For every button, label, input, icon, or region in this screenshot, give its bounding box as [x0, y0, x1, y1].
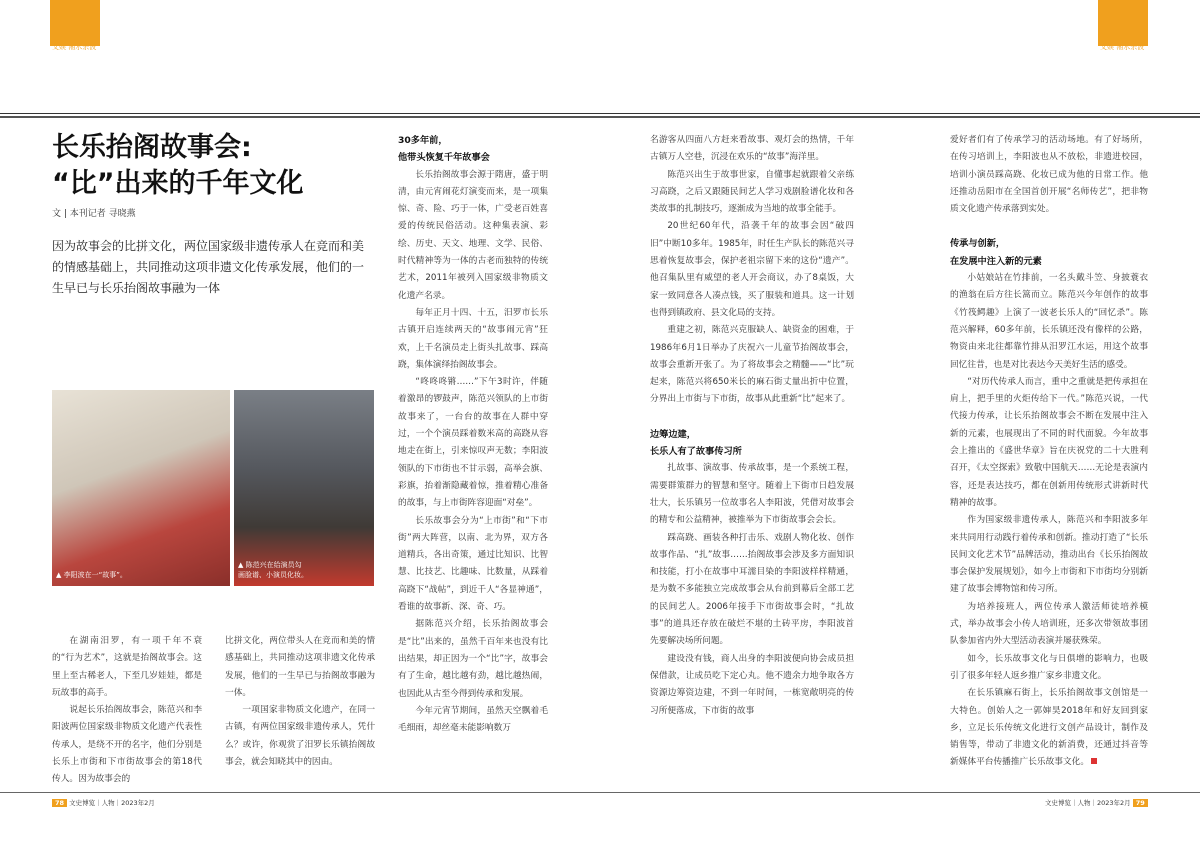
footer-right-text: 文史博览｜人物｜2023年2月	[1045, 799, 1131, 807]
section-heading-2a: 边筹边建，	[650, 428, 696, 440]
section-heading-1b: 他带头恢复千年故事会	[398, 152, 490, 164]
photo-left	[52, 390, 230, 586]
paragraph: 名游客从四面八方赶来看故事、观灯会的热情，千年古镇万人空巷，沉浸在欢乐的“故事”海洋里。	[650, 135, 854, 163]
page-number-left: 78	[52, 799, 67, 807]
section-heading-1a: 30多年前，	[398, 135, 448, 146]
page-number-right: 79	[1133, 799, 1148, 807]
paragraph: 在湖南汨罗，有一项千年不衰的“行为艺术”，这就是抬阁故事会。这里上至古稀老人，下至几岁娃娃，都是玩故事的高手。	[52, 636, 202, 698]
section-heading-3b: 在发展中注入新的元素	[950, 255, 1042, 267]
intro-column-2	[225, 633, 375, 771]
header-rule-thick	[0, 116, 1200, 118]
section-tab-right	[1098, 0, 1148, 46]
title-line-2: “比”出来的千年文化	[52, 168, 304, 199]
lead-paragraph: 因为故事会的比拼文化，两位国家级非遗传承人在竞而和美的情感基础上，共同推动这项非遗文化传承发展，他们的一生早已与长乐抬阁故事融为一体	[52, 239, 365, 295]
byline: 文 | 本刊记者 寻晓燕	[52, 209, 136, 219]
paragraph: 如今，长乐故事文化与日俱增的影响力，也吸引了很多年轻人返乡推广家乡非遗文化。	[950, 653, 1148, 681]
header-rule	[0, 113, 1200, 114]
photo-caption-left: ▲ 李阳波在一“故事”。	[56, 571, 127, 579]
paragraph: 一项国家非物质文化遗产，在同一古镇，有两位国家级非遗传承人，凭什么？或许，你观赏了汨罗长乐镇抬阁故事会，就会知晓其中的因由。	[225, 705, 375, 768]
column-4	[950, 132, 1148, 772]
paragraph: 说起长乐抬阁故事会，陈范兴和李阳波两位国家级非物质文化遗产代表性传承人，是绕不开的名字，他们分别是长乐上市街和下市街故事会的第18代传人。因为故事会的	[52, 705, 202, 785]
paragraph: “对历代传承人而言，重中之重就是把传承担在肩上，把手里的火炬传给下一代。”陈范兴说，一代代接力传承，让长乐抬阁故事会不断在发展中注入新的元素，也展现出了不同的时代面貌。今年故事会上推出的《盛世华章》旨在庆祝党的二十大胜利召开，《太空探索》致敬中国航天……无论是表演内容，还是表达技巧，都在创新用传统形式讲新时代精神的故事。	[950, 376, 1148, 508]
paragraph	[950, 685, 1148, 771]
column-2	[398, 132, 548, 737]
paragraph: 每年正月十四、十五，汨罗市长乐古镇开启连续两天的“故事闹元宵”狂欢，上千名演员走上街头扎故事、踩高跷，集体演绎抬阁故事会。	[398, 307, 548, 370]
paragraph: 扎故事、演故事、传承故事，是一个系统工程，需要群策群力的智慧和坚守。随着上下街市日趋发展壮大，长乐镇另一位故事名人李阳波，凭借对故事会的精专和公益精神，被推举为下市街故事会会长。	[650, 463, 854, 526]
photo-caption-right: ▲ 陈范兴在给演员勾画脸谱、小演员化妆。	[238, 561, 308, 579]
paragraph: 比拼文化，两位带头人在竞而和美的情感基础上，共同推动这项非遗文化传承发展，他们的一生早已与抬阁故事融为一体。	[225, 636, 375, 698]
last-paragraph-text: 在长乐镇麻石街上，长乐抬阁故事文创馆是一大特色。创始人之一郭婶昊2018年和好友回到家乡，立足长乐传统文化进行文创产品设计，制作及销售等，带动了非遗文化的新消费，还通过抖音等新媒体平台传播推广长乐故事文化。	[950, 688, 1148, 768]
paragraph: 作为国家级非遗传承人，陈范兴和李阳波多年来共同用行动践行着传承和创新。推动打造了“长乐民间文化艺术节”品牌活动，推动出台《长乐抬阁故事会保护发展规划》，如今上市街和下市街均分别新建了故事会博物馆和传习所。	[950, 515, 1148, 595]
section-tab-left	[50, 0, 100, 46]
footer-left-text: 文史博览｜人物｜2023年2月	[69, 799, 155, 807]
paragraph: 今年元宵节期间，虽然天空飘着毛毛细雨，却丝毫未能影响数万	[398, 705, 548, 734]
paragraph: 据陈范兴介绍，长乐抬阁故事会是“比”出来的，虽然千百年来也没有比出结果，却正因为一个“比”字，故事会有了生命，越比越有劲，越比越热闹，也因此从古至今得到传承和发展。	[398, 619, 548, 699]
section-heading-2b: 长乐人有了故事传习所	[650, 446, 742, 458]
paragraph: 长乐抬阁故事会源于隋唐，盛于明清，由元宵闹花灯演变而来，是一项集惊、奇、险、巧于一体，广受老百姓喜爱的传统民俗活动。这种集表演、彩绘、历史、天文、地理、文学、民俗、时代精神等为一体的古老而独特的传统艺术，2011年被列入国家级非物质文化遗产名录。	[398, 169, 548, 301]
end-mark-icon	[1091, 758, 1097, 764]
article-title	[52, 130, 352, 202]
paragraph: 重建之初，陈范兴克服缺人、缺资金的困难，于1986年6月1日举办了庆祝六一儿童节抬阁故事会，故事会重新开张了。为了将故事会之精髓——“比”玩起来，陈范兴将650米长的麻石街丈量出折中位置，分界出上市街与下市街，故事从此重新“比”起来了。	[650, 325, 854, 405]
section-label-left: 文娱 湘水余波	[52, 43, 97, 51]
column-3	[650, 132, 854, 720]
photo-right	[234, 390, 374, 586]
paragraph: 20世纪60年代，沿袭千年的故事会因“破四旧”中断10多年。1985年，时任生产队长的陈范兴寻思着恢复故事会，保护老祖宗留下来的这份“遗产”。他召集队里有威望的老人开会商议，办了8桌饭，大家一致同意各人凑点钱，买了服装和道具。这一计划也得到镇政府、县文化局的支持。	[650, 221, 854, 318]
intro-column-1	[52, 633, 202, 789]
paragraph: 建设没有钱，商人出身的李阳波便向协会成员担保借款，让成员吃下定心丸。他不遗余力地争取各方资源边筹资边建，不到一年时间，一栋宽敞明亮的传习所便落成，下市街的故事	[650, 653, 854, 716]
footer-left	[52, 798, 155, 807]
section-label-right: 文娱 湘水余波	[1100, 43, 1145, 51]
paragraph: “咚咚咚锵……”下午3时许，伴随着激昂的锣鼓声，陈范兴领队的上市街故事来了，一台台的故事在人群中穿过，一个个演员踩着数米高的高跷从容地走在街上，引来惊叹声无数；李阳波领队的下市街也不甘示弱，高举会旗、彩旗，抬着渐隐藏着惊，推着精心准备的故事，与上市街阵容迎面“对垒”。	[398, 377, 548, 509]
paragraph: 为培养接班人，两位传承人激活师徒培养模式，举办故事会小传人培训班，还多次带领故事团队参加省内外大型活动表演并屡获殊荣。	[950, 601, 1148, 647]
paragraph: 陈范兴出生于故事世家，自懂事起就跟着父亲练习高跷，之后又跟随民间艺人学习戏剧脸谱化妆和各类故事的扎制技巧，逐渐成为当地的故事全能手。	[650, 169, 854, 215]
footer-right	[1045, 798, 1148, 807]
paragraph: 长乐故事会分为“上市街”和“下市街”两大阵营，以南、北为界，双方各道精兵，各出奇策，通过比知识、比智慧、比技艺、比趣味、比数量，从踩着高跷下“战帖”，到近千人“各显神通”，看谁的故事新、深、奇、巧。	[398, 515, 548, 613]
paragraph: 小姑娘站在竹排前，一名头戴斗笠、身披蓑衣的渔翁在后方往长篙而立。陈范兴今年创作的故事《竹筏鳄趣》上演了一波老长乐人的“回忆杀”。陈范兴解释，60多年前，长乐镇还没有像样的公路，物资由来北往都靠竹排从汨罗江水运，用这个故事回忆往昔，也是对比表达今天美好生活的感受。	[950, 273, 1148, 370]
title-line-1: 长乐抬阁故事会:	[52, 132, 252, 163]
paragraph: 踩高跷、画装各种打击乐、戏剧人物化妆、创作故事作品、“扎”故事……抬阁故事会涉及多方面知识和技能，打小在故事中耳濡目染的李阳波样样精通，是为数不多能独立完成故事会从台前到幕后全部工艺的民间艺人。2006年接手下市街故事会时，“扎故事”的道具还存放在破烂不堪的土砖平房，李阳波首先要解决场所问题。	[650, 532, 854, 647]
footer-rule	[0, 792, 1200, 793]
section-heading-3a: 传承与创新，	[950, 238, 1006, 250]
paragraph: 爱好者们有了传承学习的活动场地。有了好场所，在传习培训上，李阳波也从不放松，非遗进校园，培训小演员踩高跷、化妆已成为他的日常工作。他还推动岳阳市在全国首创开展“名师传艺”，把非物质文化遗产传承落到实处。	[950, 135, 1148, 215]
